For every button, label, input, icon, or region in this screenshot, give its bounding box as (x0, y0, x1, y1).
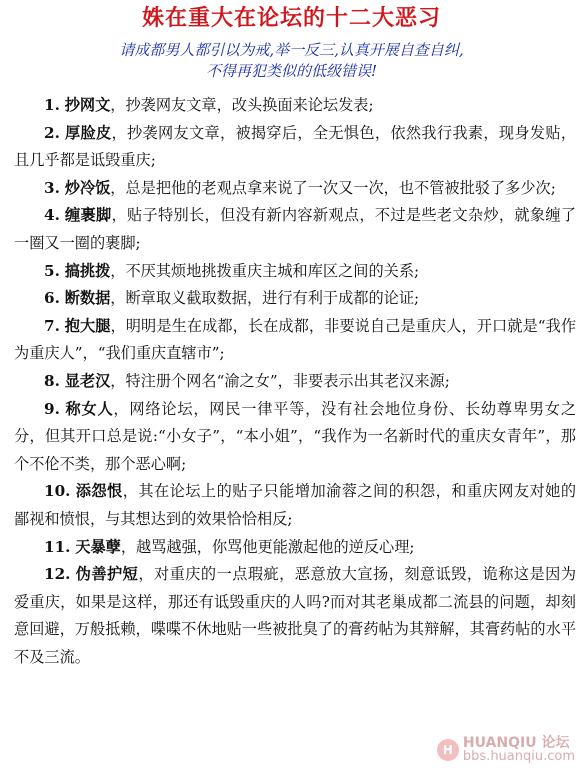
habit-term: 炒冷饭 (64, 178, 111, 197)
list-item (14, 285, 576, 313)
list-item (14, 258, 576, 286)
habit-description: ，明明是生在成都，长在成都，非要说自己是重庆人，开口就是“我作为重庆人”，“我们重庆直辖市”; (14, 316, 577, 363)
habit-number: 8. (44, 371, 60, 390)
watermark-url: bbs.huanqiu.com (462, 749, 575, 764)
habit-description: ，抄袭网友文章，改头换面来论坛发表; (110, 96, 374, 114)
list-item (14, 396, 576, 479)
huanqiu-logo-icon: H (437, 739, 459, 761)
habit-description: ，网络论坛，网民一律平等，没有社会地位身份、长幼尊卑男女之分，但其开口总是说:“小女子”，“本小姐”，“我作为一名新时代的重庆女青年”，那个不伦不类，那个恶心啊; (14, 399, 577, 473)
habit-term: 搞挑拨 (64, 261, 111, 280)
page-title: 姝在重大在论坛的十二大恶习 (141, 5, 441, 31)
habit-term: 抄网文 (64, 96, 111, 114)
habit-number: 2. (44, 123, 60, 142)
habit-number: 6. (44, 289, 60, 308)
habit-number: 3. (44, 178, 60, 197)
habit-number: 10. (44, 482, 71, 501)
habit-term: 缠裹脚 (65, 206, 112, 225)
subtitle-line-1: 请成都男人都引以为戒,举一反三,认真开展自查自纠, (119, 41, 464, 59)
habit-term: 断数据 (64, 289, 111, 308)
habit-number: 11. (44, 537, 71, 556)
habit-number: 5. (44, 261, 60, 280)
list-item (14, 175, 576, 203)
habit-term: 添怨恨 (75, 482, 123, 501)
habit-description: ，总是把他的老观点拿来说了一次又一次，也不管被批驳了多少次; (110, 178, 556, 197)
habit-number: 7. (44, 316, 60, 335)
habit-term: 称女人 (65, 399, 114, 418)
list-item (14, 120, 576, 175)
habit-number: 12. (44, 565, 71, 584)
list-item (14, 202, 576, 257)
habit-number: 9. (44, 399, 60, 418)
list-item (14, 92, 576, 120)
habit-description: ，不厌其烦地挑拨重庆主城和库区之间的关系; (110, 261, 420, 280)
habit-description: ，越骂越强，你骂他更能激起他的逆反心理; (120, 537, 415, 556)
list-item (14, 534, 576, 562)
habit-term: 抱大腿 (64, 316, 111, 335)
list-item (14, 313, 576, 368)
watermark-brand: HUANQIU 论坛 (462, 735, 570, 751)
subtitle-line-2: 不得再犯类似的低级错误! (205, 62, 378, 80)
list-item (14, 478, 576, 533)
habit-number: 4. (44, 206, 60, 225)
habit-term: 伪善护短 (75, 565, 139, 584)
watermark (437, 736, 575, 764)
list-item (14, 368, 576, 396)
habit-description: ，对重庆的一点瑕疵，恶意放大宣扬，刻意诋毁，诡称这是因为爱重庆，如果是这样，那还有诋毁重庆的人吗?而对其老巢成都二流县的问题，却刻意回避，万般抵赖，喋喋不休地贴一些被批臭了的膏药帖为其辩解，其膏药帖的水平不及三流。 (14, 565, 577, 666)
list-item (14, 561, 576, 671)
habit-description: ，抄袭网友文章，被揭穿后，全无惧色，依然我行我素，现身发贴，且几乎都是诋毁重庆; (14, 123, 577, 170)
habit-description: ，特注册个网名“渝之女”，非要表示出其老汉来源; (110, 371, 450, 390)
habit-description: ，其在论坛上的贴子只能增加渝蓉之间的积怨，和重庆网友对她的鄙视和愤恨，与其想达到的效果恰恰相反; (14, 482, 577, 528)
habit-list (14, 92, 576, 671)
habit-term: 天暴孽 (75, 537, 121, 556)
habit-number: 1. (44, 96, 60, 114)
habit-term: 显老汉 (64, 371, 111, 390)
habit-description: ，断章取义截取数据，进行有利于成都的论证; (110, 289, 420, 308)
habit-description: ，贴子特别长，但没有新内容新观点，不过是些老文杂炒，就象缠了一圈又一圈的裹脚; (14, 206, 577, 252)
habit-term: 厚脸皮 (65, 123, 112, 142)
